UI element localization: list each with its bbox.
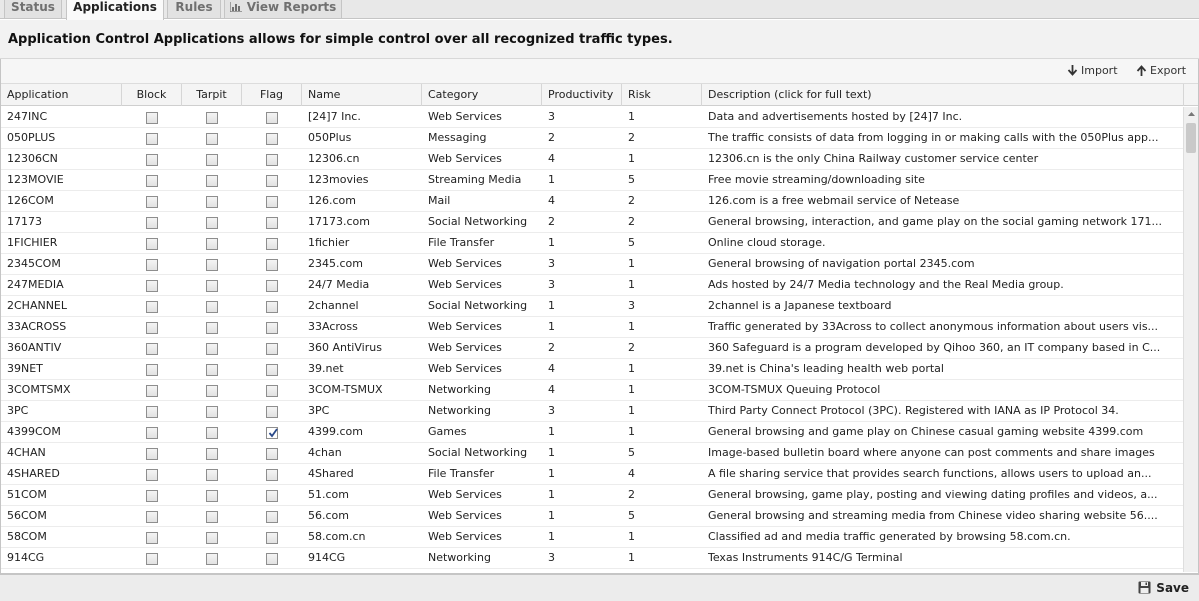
cell-name: 17173.com — [308, 215, 370, 228]
cell-application: 33ACROSS — [7, 320, 67, 333]
cell-name: 24/7 Media — [308, 278, 370, 291]
cell-description[interactable]: Online cloud storage. — [708, 236, 826, 249]
cell-productivity: 1 — [548, 509, 555, 522]
cell-application: 914CG — [7, 551, 45, 564]
tarpit-checkbox[interactable] — [206, 385, 218, 397]
cell-productivity: 2 — [548, 341, 555, 354]
flag-checkbox[interactable] — [266, 532, 278, 544]
cell-name: 123movies — [308, 173, 369, 186]
flag-checkbox[interactable] — [266, 112, 278, 124]
cell-category: Web Services — [428, 362, 502, 375]
cell-risk: 1 — [628, 404, 635, 417]
cell-risk: 2 — [628, 215, 635, 228]
cell-category: Social Networking — [428, 215, 528, 228]
cell-application: 4399COM — [7, 425, 61, 438]
flag-checkbox[interactable] — [266, 469, 278, 481]
cell-category: Streaming Media — [428, 173, 522, 186]
cell-risk: 1 — [628, 383, 635, 396]
cell-application: 4CHAN — [7, 446, 46, 459]
cell-application: 3PC — [7, 404, 29, 417]
export-label: Export — [1150, 64, 1187, 77]
cell-name: [24]7 Inc. — [308, 110, 361, 123]
block-checkbox[interactable] — [146, 238, 158, 250]
table-row[interactable] — [1, 338, 1183, 359]
cell-risk: 1 — [628, 320, 635, 333]
cell-risk: 2 — [628, 488, 635, 501]
flag-checkbox[interactable] — [266, 238, 278, 250]
tarpit-checkbox[interactable] — [206, 406, 218, 418]
table-row[interactable] — [1, 506, 1183, 527]
tarpit-checkbox[interactable] — [206, 448, 218, 460]
cell-description[interactable]: A file sharing service that provides search functions, allows users to upload an... — [708, 467, 1152, 480]
table-row[interactable] — [1, 191, 1183, 212]
tarpit-checkbox[interactable] — [206, 175, 218, 187]
column-header-name[interactable]: Name — [302, 84, 422, 106]
table-row[interactable] — [1, 107, 1183, 128]
cell-category: File Transfer — [428, 236, 495, 249]
tarpit-checkbox[interactable] — [206, 532, 218, 544]
cell-name: 12306.cn — [308, 152, 360, 165]
cell-name: 33Across — [308, 320, 358, 333]
tarpit-checkbox[interactable] — [206, 469, 218, 481]
flag-checkbox[interactable] — [266, 196, 278, 208]
arrow-up-icon — [1136, 64, 1150, 77]
flag-checkbox[interactable] — [266, 553, 278, 565]
block-checkbox[interactable] — [146, 259, 158, 271]
tarpit-checkbox[interactable] — [206, 511, 218, 523]
cell-name: 914CG — [308, 551, 346, 564]
cell-productivity: 1 — [548, 320, 555, 333]
cell-application: 17173 — [7, 215, 42, 228]
cell-productivity: 3 — [548, 278, 555, 291]
cell-productivity: 3 — [548, 257, 555, 270]
cell-risk: 1 — [628, 425, 635, 438]
column-header-category[interactable]: Category — [422, 84, 542, 106]
applications-grid — [0, 59, 1199, 574]
cell-description[interactable]: 2channel is a Japanese textboard — [708, 299, 892, 312]
tarpit-checkbox[interactable] — [206, 427, 218, 439]
flag-checkbox[interactable] — [266, 406, 278, 418]
cell-category: Web Services — [428, 257, 502, 270]
cell-category: Web Services — [428, 110, 502, 123]
cell-productivity: 3 — [548, 551, 555, 564]
block-checkbox[interactable] — [146, 469, 158, 481]
cell-application: 247MEDIA — [7, 278, 64, 291]
block-checkbox[interactable] — [146, 406, 158, 418]
cell-productivity: 3 — [548, 110, 555, 123]
cell-productivity: 1 — [548, 236, 555, 249]
cell-productivity: 2 — [548, 131, 555, 144]
flag-checkbox[interactable] — [266, 385, 278, 397]
flag-checkbox[interactable] — [266, 364, 278, 376]
tarpit-checkbox[interactable] — [206, 259, 218, 271]
flag-checkbox[interactable] — [266, 259, 278, 271]
cell-description[interactable]: General browsing of navigation portal 2345.com — [708, 257, 975, 270]
block-checkbox[interactable] — [146, 196, 158, 208]
cell-productivity: 1 — [548, 530, 555, 543]
block-checkbox[interactable] — [146, 133, 158, 145]
description-text: Application Control Applications allows for simple control over all recognized traffic types. — [8, 32, 673, 47]
block-checkbox[interactable] — [146, 112, 158, 124]
cell-name: 2channel — [308, 299, 359, 312]
cell-name: 360 AntiVirus — [308, 341, 382, 354]
block-checkbox[interactable] — [146, 490, 158, 502]
block-checkbox[interactable] — [146, 343, 158, 355]
table-row[interactable] — [1, 359, 1183, 380]
column-header-risk[interactable]: Risk — [622, 84, 702, 106]
cell-risk: 3 — [628, 299, 635, 312]
block-checkbox[interactable] — [146, 301, 158, 313]
cell-category: Web Services — [428, 341, 502, 354]
cell-application: 58COM — [7, 530, 47, 543]
cell-category: File Transfer — [428, 467, 495, 480]
cell-category: Web Services — [428, 278, 502, 291]
cell-productivity: 1 — [548, 467, 555, 480]
table-row[interactable] — [1, 170, 1183, 191]
cell-description[interactable]: Classified ad and media traffic generated by browsing 58.com.cn. — [708, 530, 1071, 543]
table-row[interactable] — [1, 401, 1183, 422]
column-header-productivity[interactable]: Productivity — [542, 84, 622, 106]
cell-productivity: 3 — [548, 404, 555, 417]
tarpit-checkbox[interactable] — [206, 133, 218, 145]
table-row[interactable] — [1, 233, 1183, 254]
tab-label: Status — [11, 0, 55, 14]
flag-checkbox[interactable] — [266, 301, 278, 313]
flag-checkbox[interactable] — [266, 511, 278, 523]
block-checkbox[interactable] — [146, 175, 158, 187]
cell-application: 126COM — [7, 194, 54, 207]
cell-application: 123MOVIE — [7, 173, 64, 186]
table-row[interactable] — [1, 548, 1183, 569]
block-checkbox[interactable] — [146, 322, 158, 334]
tarpit-checkbox[interactable] — [206, 280, 218, 292]
cell-name: 3COM-TSMUX — [308, 383, 383, 396]
cell-productivity: 1 — [548, 488, 555, 501]
table-row[interactable] — [1, 317, 1183, 338]
cell-risk: 2 — [628, 194, 635, 207]
tab-label: Rules — [175, 0, 213, 14]
cell-risk: 1 — [628, 110, 635, 123]
cell-name: 4chan — [308, 446, 342, 459]
cell-productivity: 2 — [548, 215, 555, 228]
cell-productivity: 4 — [548, 194, 555, 207]
column-header-row — [1, 84, 1198, 106]
cell-category: Web Services — [428, 530, 502, 543]
cell-category: Networking — [428, 551, 491, 564]
column-header-flag[interactable]: Flag — [242, 84, 302, 106]
cell-risk: 1 — [628, 257, 635, 270]
table-row[interactable] — [1, 254, 1183, 275]
cell-description[interactable]: Texas Instruments 914C/G Terminal — [708, 551, 903, 564]
flag-checkbox[interactable] — [266, 490, 278, 502]
cell-description[interactable]: Ads hosted by 24/7 Media technology and the Real Media group. — [708, 278, 1064, 291]
flag-checkbox[interactable] — [266, 343, 278, 355]
floppy-disk-icon — [1138, 581, 1156, 595]
cell-description[interactable]: 3COM-TSMUX Queuing Protocol — [708, 383, 881, 396]
cell-name: 1fichier — [308, 236, 350, 249]
tab-status[interactable] — [4, 0, 62, 19]
cell-productivity: 4 — [548, 362, 555, 375]
arrow-down-icon — [1067, 64, 1081, 77]
tab-label: Applications — [73, 0, 157, 14]
cell-application: 3COMTSMX — [7, 383, 71, 396]
cell-risk: 1 — [628, 530, 635, 543]
cell-risk: 1 — [628, 362, 635, 375]
column-header-application[interactable]: Application — [1, 84, 122, 106]
cell-description[interactable]: 360 Safeguard is a program developed by Qihoo 360, an IT company based in C... — [708, 341, 1161, 354]
cell-name: 3PC — [308, 404, 330, 417]
cell-category: Games — [428, 425, 467, 438]
cell-productivity: 1 — [548, 425, 555, 438]
table-row[interactable] — [1, 296, 1183, 317]
table-row[interactable] — [1, 212, 1183, 233]
column-header-description[interactable]: Description (click for full text) — [702, 84, 1184, 106]
table-row[interactable] — [1, 527, 1183, 548]
block-checkbox[interactable] — [146, 448, 158, 460]
flag-checkbox[interactable] — [266, 280, 278, 292]
cell-description[interactable]: Traffic generated by 33Across to collect anonymous information about users vis... — [708, 320, 1159, 333]
cell-category: Social Networking — [428, 446, 528, 459]
table-row[interactable] — [1, 380, 1183, 401]
cell-description[interactable]: 39.net is China's leading health web portal — [708, 362, 944, 375]
flag-checkbox[interactable] — [266, 175, 278, 187]
cell-name: 51.com — [308, 488, 349, 501]
cell-description[interactable]: General browsing, game play, posting and viewing dating profiles and videos, a... — [708, 488, 1158, 501]
cell-description[interactable]: General browsing, interaction, and game play on the social gaming network 171... — [708, 215, 1162, 228]
block-checkbox[interactable] — [146, 532, 158, 544]
flag-checkbox[interactable] — [266, 133, 278, 145]
cell-risk: 5 — [628, 173, 635, 186]
cell-risk: 2 — [628, 341, 635, 354]
export-button[interactable] — [1136, 64, 1186, 77]
cell-application: 050PLUS — [7, 131, 56, 144]
cell-application: 4SHARED — [7, 467, 60, 480]
import-label: Import — [1081, 64, 1118, 77]
save-label: Save — [1156, 581, 1189, 595]
block-checkbox[interactable] — [146, 427, 158, 439]
cell-description[interactable]: Image-based bulletin board where anyone can post comments and share images — [708, 446, 1155, 459]
tab-rules[interactable] — [167, 0, 221, 19]
cell-application: 12306CN — [7, 152, 58, 165]
tarpit-checkbox[interactable] — [206, 343, 218, 355]
cell-category: Messaging — [428, 131, 487, 144]
cell-application: 360ANTIV — [7, 341, 62, 354]
cell-risk: 1 — [628, 278, 635, 291]
cell-description[interactable]: Data and advertisements hosted by [24]7 Inc. — [708, 110, 963, 123]
tab-view-reports[interactable] — [224, 0, 342, 19]
scrollbar-thumb[interactable] — [1186, 123, 1196, 153]
tarpit-checkbox[interactable] — [206, 301, 218, 313]
vertical-scrollbar[interactable] — [1183, 107, 1198, 572]
table-row[interactable] — [1, 275, 1183, 296]
cell-category: Web Services — [428, 509, 502, 522]
flag-checkbox[interactable] — [266, 322, 278, 334]
cell-risk: 1 — [628, 152, 635, 165]
tarpit-checkbox[interactable] — [206, 238, 218, 250]
grid-body — [1, 107, 1183, 572]
table-row[interactable] — [1, 464, 1183, 485]
cell-description[interactable]: General browsing and streaming media from Chinese video sharing website 56.... — [708, 509, 1158, 522]
cell-productivity: 1 — [548, 446, 555, 459]
cell-category: Web Services — [428, 320, 502, 333]
cell-productivity: 4 — [548, 383, 555, 396]
page-description — [0, 20, 1199, 59]
cell-application: 1FICHIER — [7, 236, 58, 249]
cell-name: 56.com — [308, 509, 349, 522]
flag-checkbox[interactable] — [266, 217, 278, 229]
flag-checkbox[interactable] — [266, 448, 278, 460]
cell-name: 050Plus — [308, 131, 352, 144]
cell-name: 4399.com — [308, 425, 363, 438]
tarpit-checkbox[interactable] — [206, 490, 218, 502]
cell-description[interactable]: The traffic consists of data from logging in or making calls with the 050Plus app... — [708, 131, 1159, 144]
cell-name: 39.net — [308, 362, 344, 375]
block-checkbox[interactable] — [146, 364, 158, 376]
cell-application: 247INC — [7, 110, 48, 123]
cell-productivity: 1 — [548, 173, 555, 186]
cell-description[interactable]: 126.com is a free webmail service of Netease — [708, 194, 960, 207]
cell-productivity: 1 — [548, 299, 555, 312]
cell-description[interactable]: 12306.cn is the only China Railway customer service center — [708, 152, 1039, 165]
block-checkbox[interactable] — [146, 511, 158, 523]
tarpit-checkbox[interactable] — [206, 553, 218, 565]
block-checkbox[interactable] — [146, 280, 158, 292]
block-checkbox[interactable] — [146, 217, 158, 229]
cell-productivity: 4 — [548, 152, 555, 165]
bar-chart-icon — [230, 1, 242, 16]
cell-name: 2345.com — [308, 257, 363, 270]
table-row[interactable] — [1, 485, 1183, 506]
cell-category: Networking — [428, 383, 491, 396]
cell-risk: 4 — [628, 467, 635, 480]
flag-checkbox[interactable] — [266, 427, 278, 439]
tarpit-checkbox[interactable] — [206, 196, 218, 208]
cell-name: 126.com — [308, 194, 356, 207]
cell-application: 2345COM — [7, 257, 61, 270]
tarpit-checkbox[interactable] — [206, 322, 218, 334]
table-row[interactable] — [1, 422, 1183, 443]
cell-category: Web Services — [428, 152, 502, 165]
tarpit-checkbox[interactable] — [206, 217, 218, 229]
cell-risk: 5 — [628, 509, 635, 522]
block-checkbox[interactable] — [146, 385, 158, 397]
block-checkbox[interactable] — [146, 154, 158, 166]
cell-category: Mail — [428, 194, 451, 207]
cell-risk: 2 — [628, 131, 635, 144]
table-row[interactable] — [1, 443, 1183, 464]
block-checkbox[interactable] — [146, 553, 158, 565]
cell-category: Social Networking — [428, 299, 528, 312]
save-button[interactable] — [1138, 579, 1189, 597]
tab-label: View Reports — [246, 0, 337, 14]
column-header-block[interactable]: Block — [122, 84, 182, 106]
tab-applications[interactable] — [66, 0, 164, 20]
cell-description[interactable]: Free movie streaming/downloading site — [708, 173, 925, 186]
tarpit-checkbox[interactable] — [206, 112, 218, 124]
table-row[interactable] — [1, 149, 1183, 170]
cell-description[interactable]: General browsing and game play on Chinese casual gaming website 4399.com — [708, 425, 1144, 438]
cell-name: 58.com.cn — [308, 530, 366, 543]
grid-toolbar — [1, 59, 1198, 84]
cell-risk: 1 — [628, 551, 635, 564]
cell-category: Networking — [428, 404, 491, 417]
cell-risk: 5 — [628, 236, 635, 249]
cell-description[interactable]: Third Party Connect Protocol (3PC). Registered with IANA as IP Protocol 34. — [708, 404, 1119, 417]
cell-application: 2CHANNEL — [7, 299, 68, 312]
tarpit-checkbox[interactable] — [206, 154, 218, 166]
cell-name: 4Shared — [308, 467, 354, 480]
cell-category: Web Services — [428, 488, 502, 501]
cell-risk: 5 — [628, 446, 635, 459]
column-header-tarpit[interactable]: Tarpit — [182, 84, 242, 106]
import-button[interactable] — [1067, 64, 1118, 77]
tab-bar — [0, 0, 1199, 19]
footer-bar — [0, 574, 1199, 601]
cell-application: 39NET — [7, 362, 43, 375]
tarpit-checkbox[interactable] — [206, 364, 218, 376]
flag-checkbox[interactable] — [266, 154, 278, 166]
table-row[interactable] — [1, 128, 1183, 149]
cell-application: 51COM — [7, 488, 47, 501]
cell-application: 56COM — [7, 509, 47, 522]
scroll-up-icon[interactable] — [1184, 107, 1199, 121]
